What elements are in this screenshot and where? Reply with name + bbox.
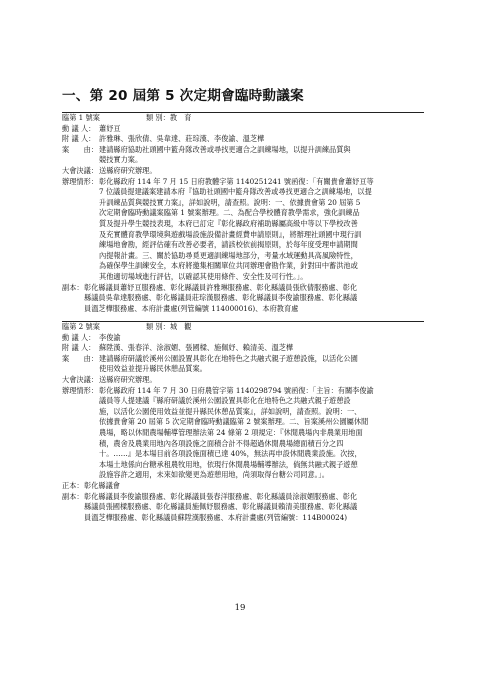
- proposal-2: [62, 322, 422, 523]
- proposal-2-category-label: 類 別：: [146, 322, 170, 331]
- handling-line: 為確保學生訓練安全，本府將邀集相關單位共同辦理會勘作業，針對田中蓄洪池或: [99, 261, 358, 271]
- case-label: 案 由：: [62, 144, 98, 154]
- case-line: 建請縣府協助社頭國中籃舟隊改善或尋找更適合之訓練場地，以提升訓練品質與: [99, 144, 351, 154]
- handling-line: 施，以活化公園使用效益並提升縣民休憩品質案』，詳如說明，請查照。說明：一、: [99, 406, 362, 416]
- original-value: 彰化縣議會: [84, 480, 120, 490]
- proposal-1-handling-row: [62, 177, 422, 283]
- handling-line: 及充實體育教學環境與遊戲場設施設備計畫經費申請原則』，將辦理社頭國中現行訓: [99, 229, 362, 239]
- handling-line: 本場土地係向台糖承租農牧用地，依現行休閒農場輔導辦法，倘無共融式親子遊憩: [99, 459, 358, 469]
- resolution-value: 送縣府研究辦理。: [99, 374, 157, 384]
- proposal-1-cosigners-row: [62, 134, 422, 145]
- proposer-label: 動 議 人：: [62, 332, 96, 342]
- proposal-1-resolution-row: [62, 166, 422, 177]
- handling-line: 次定期會臨時動議案臨第 1 號案辦理。二、為配合學校體育教學需求，強化訓練品: [99, 208, 360, 218]
- handling-label: 辦理情形：: [62, 385, 98, 395]
- resolution-label: 大會決議：: [62, 374, 98, 384]
- proposer-label: 動 議 人：: [62, 123, 96, 133]
- handling-line: 依據貴會第 20 屆第 5 次定期會臨時動議臨第 2 號案辦理。二、旨案溪州公園屬休閒: [99, 417, 369, 427]
- proposal-1-case-row: [62, 145, 422, 166]
- handling-line: 內提報計畫。三、關於協助尋覓更適訓練場地部分，考量水域運動具高風險特性，: [99, 250, 358, 260]
- proposer-value: 李俊諭: [99, 332, 121, 342]
- handling-line: 議員等人提建議『縣府研議於溪州公園設置具彰化在地特色之共融式親子遊憩設: [99, 396, 351, 406]
- handling-line: 彰化縣政府 114 年 7 月 15 日府教體字第 1140251241 號函復：「有關貴會蕭妤亘等: [99, 176, 374, 186]
- proposer-value: 蕭妤亘: [99, 123, 121, 133]
- resolution-label: 大會決議：: [62, 165, 98, 175]
- proposal-2-number: 臨第 2 號案: [62, 322, 100, 331]
- copy-text: [84, 283, 422, 315]
- handling-line: 設施容許之適用，未來如欲變更為遊憩用地，尚須取得台糖公司同意。」。: [99, 470, 329, 480]
- case-text: [99, 145, 422, 166]
- handling-line: 彰化縣政府 114 年 7 月 30 日府農管字第 1140298794 號函復：「主旨：有關李俊諭: [99, 385, 374, 395]
- proposal-2-case-row: [62, 354, 422, 375]
- handling-line: 質及提升學生競技表現，本府已訂定『彰化縣政府補助縣屬高級中等以下學校改善: [99, 218, 358, 228]
- proposal-1: [62, 113, 422, 314]
- handling-line: 農場，略以休閒農場輔導管理辦法第 24 條第 2 項規定：『休閒農場內非農業用地面: [99, 427, 363, 437]
- handling-line: 十。……』是本場目前各項設施面積已達 40%，無法再申設休閒農業設施。次按，: [99, 449, 362, 459]
- proposal-1-header: [62, 113, 422, 124]
- resolution-value: 送縣府研究辦理。: [99, 165, 157, 175]
- copy-line: 彰化縣議員李俊諭服務處、彰化縣議員張春洋服務處、彰化縣議員涂淑媚服務處、彰化: [84, 491, 358, 501]
- proposal-1-category: 教 育: [169, 113, 192, 122]
- handling-text: [99, 177, 422, 283]
- proposal-2-category: 城 觀: [169, 322, 192, 331]
- proposal-1-category-label: 類 別：: [146, 113, 170, 122]
- handling-label: 辦理情形：: [62, 176, 98, 186]
- case-text: [99, 354, 422, 375]
- handling-line: 7 位議員提建議案建請本府『協助社頭國中籃舟隊改善或尋找更適合之訓練場地，以提: [99, 187, 372, 197]
- copy-label: 副本：: [62, 282, 84, 292]
- proposal-2-header: [62, 322, 422, 333]
- proposal-1-copy-row: [62, 283, 422, 315]
- proposal-2-original-row: [62, 481, 422, 492]
- proposal-2-handling-row: [62, 386, 422, 481]
- case-line: 建請縣府研議於溪州公園設置具彰化在地特色之共融式親子遊憩設施，以活化公園: [99, 353, 358, 363]
- copy-line: 縣議員吳韋達服務處、彰化縣議員莊琮漢服務處、彰化縣議員李俊諭服務處、彰化縣議: [84, 293, 358, 303]
- cosigners-value: 許雅琳、張欣倩、吳韋達、莊琮漢、李俊諭、溫芝樺: [99, 134, 265, 144]
- copy-line: 員溫芝樺服務處、彰化縣議員蘇陞漢服務處、本府計畫處(列管編號：114B00024): [84, 512, 348, 522]
- handling-line: 升訓練品質與競技實力案』，詳如說明，請查照。說明：一、依據貴會第 20 屆第 5: [99, 197, 361, 207]
- page-number: 19: [234, 603, 246, 613]
- case-line: 競技實力案。: [99, 155, 143, 165]
- case-line: 使用效益並提升縣民休憩品質案。: [99, 364, 207, 374]
- original-label: 正本：: [62, 480, 84, 490]
- proposal-1-proposer-row: [62, 124, 422, 135]
- case-label: 案 由：: [62, 353, 98, 363]
- handling-text: [99, 386, 422, 481]
- handling-line: 積，農舍及農業用地內各項設施之面積合計不得超過休閒農場總面積百分之四: [99, 438, 344, 448]
- copy-label: 副本：: [62, 491, 84, 501]
- proposal-2-resolution-row: [62, 375, 422, 386]
- cosigners-label: 附 議 人：: [62, 343, 96, 353]
- copy-line: 彰化縣議員蕭妤亘服務處、彰化縣議員許雅琳服務處、彰化縣議員張欣倩服務處、彰化: [84, 282, 358, 292]
- proposal-2-proposer-row: [62, 333, 422, 344]
- copy-line: 員溫芝樺服務處、本府計畫處(列管編號 114000016)、本府教育處: [84, 303, 299, 313]
- proposal-2-cosigners-row: [62, 343, 422, 354]
- proposal-1-number: 臨第 1 號案: [62, 113, 100, 122]
- copy-line: 縣議員張國樑服務處、彰化縣議員施佩妤服務處、彰化縣議員賴清美服務處、彰化縣議: [84, 502, 358, 512]
- proposal-2-copy-row: [62, 492, 422, 524]
- copy-text: [84, 492, 422, 524]
- handling-line: 練場地會勘，經評估確有改善必要者，請該校依前揭原則，於每年度受理申請期間: [99, 240, 358, 250]
- cosigners-value: 蘇陞漢、張春洋、涂淑媚、張國樑、施佩妤、賴清美、溫芝樺: [99, 343, 294, 353]
- cosigners-label: 附 議 人：: [62, 134, 96, 144]
- section-heading: 一、第 20 屆第 5 次定期會臨時動議案: [62, 88, 304, 104]
- handling-line: 其他適切場域進行評估，以確認其使用條件、安全性及可行性。」。: [99, 271, 308, 281]
